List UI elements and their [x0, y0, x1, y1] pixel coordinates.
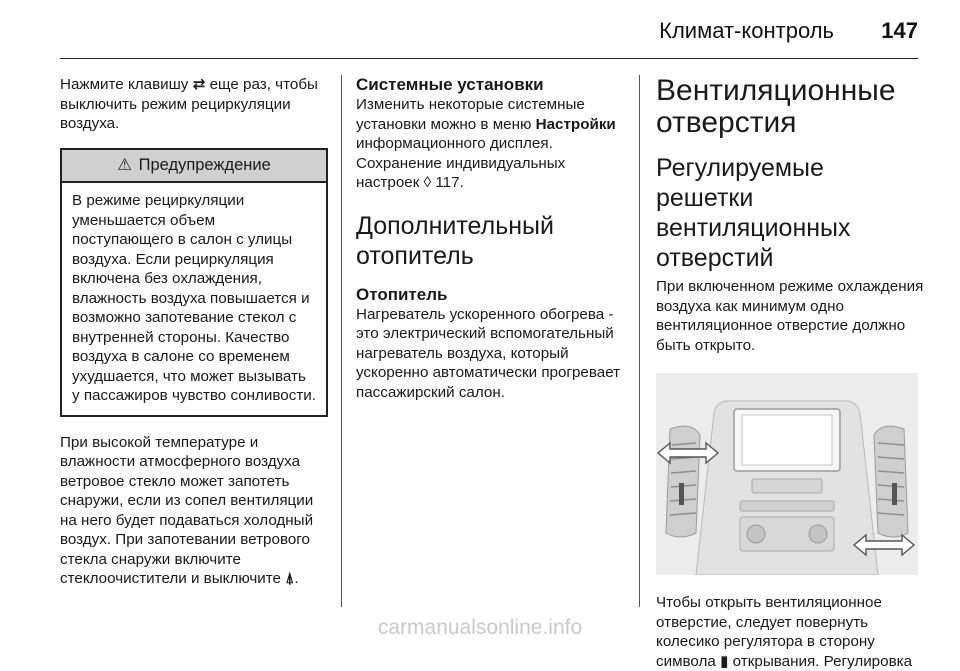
heater-subheading: Отопитель: [356, 284, 448, 304]
condensation-paragraph: [60, 433, 328, 589]
header-rule: [60, 58, 918, 59]
settings-text: Изменить некоторые системные установки можно в меню: [356, 96, 585, 133]
air-vents-heading: Вентиляционные отверстия: [656, 74, 896, 139]
column-divider: [639, 75, 640, 607]
warning-triangle-icon: ⚠: [117, 155, 132, 174]
column-middle: [356, 75, 626, 402]
heater-paragraph: Нагреватель ускоренного обогрева - это электрический вспомогательный нагреватель воздуха, который ускоренно автоматически прогревает пассажирский салон.: [356, 305, 621, 401]
page-reference: 117.: [435, 174, 464, 191]
open-vent-text: Чтобы открыть вентиляционное отверстие, следует повернуть колесико регулятора в сторону символа: [656, 594, 882, 670]
intro-paragraph: [60, 75, 328, 134]
warning-header: [62, 150, 326, 184]
watermark: carmanualsonline.info: [377, 616, 583, 639]
vents-drawing: [656, 373, 918, 575]
vent-open-symbol-icon: ▮: [720, 652, 729, 670]
system-settings-paragraph: [356, 95, 626, 193]
condensation-text: При высокой температуре и влажности атмосферного воздуха ветровое стекло может запотеть снаружи, если из сопел вентиляции на него будет подаваться холодный воздух. При запотевании ветрового стекла снаружи включите стеклоочистители и выключите: [60, 433, 314, 587]
adjustable-vents-heading: Регулируемые решетки вентиляционных отверстий: [656, 154, 851, 272]
dashboard-vents-illustration: [656, 373, 918, 575]
column-left: [60, 75, 328, 589]
settings-menu-name: Настройки: [535, 115, 616, 133]
defrost-icon: ⍋: [285, 570, 295, 587]
system-settings-heading: Системные установки: [356, 75, 544, 94]
warning-body: В режиме рециркуляции уменьшается объем поступающего в салон с улицы воздуха. Если рециркуляция включена без охлаждения, влажность воздуха повышается и возможно запотевание стекол с внутренней стороны. Качество воздуха в салоне со временем ухудшается, что может вызывать у пассажиров чувство сонливости.: [72, 192, 317, 404]
page-reference-icon: ◊: [423, 174, 432, 191]
column-divider: [341, 75, 342, 607]
auxiliary-heater-heading: Дополнительный отопитель: [356, 211, 554, 270]
running-header-title: Климат-контроль: [659, 18, 834, 43]
open-vent-text-end: открывания. Регулировка: [732, 652, 913, 670]
recirculation-icon: ⇄: [192, 76, 206, 93]
warning-title: Предупреждение: [138, 155, 271, 174]
condensation-period: .: [294, 570, 299, 587]
vents-paragraph: При включенном режиме охлаждения воздуха как минимум одно вентиляционное отверстие должно быть открыто.: [656, 278, 924, 354]
column-right: [656, 75, 924, 671]
page-number: 147: [881, 18, 918, 43]
intro-text: Нажмите клавишу: [60, 76, 189, 93]
warning-box: [60, 148, 328, 417]
settings-text-2: информационного дисплея. Сохранение индивидуальных настроек: [356, 135, 566, 191]
intro-text-end: еще раз, чтобы выключить режим рециркуляции воздуха.: [60, 76, 318, 132]
